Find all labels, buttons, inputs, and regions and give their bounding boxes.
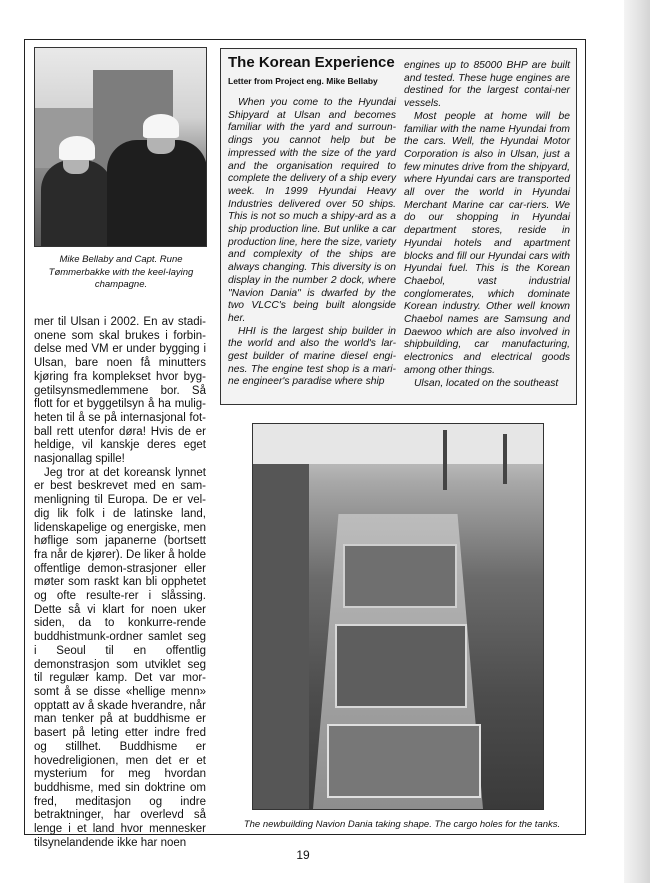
sidebar-column-2 [404, 60, 570, 390]
left-paragraph-2: Jeg tror at det koreansk lynnet er best beskrevet med en sam-menligning til Europa. De er vel-dig lik folk i de latinske land, lidenskapelige og energiske, men høflige som japanerne (bortsett fra når de kjører). De liker å holde offentlige demon-strasjoner eller møter som raskt kan bli opphetet og ofte resulte-rer i slåssing. Dette så vi klart for noen uker siden, da to konkurre-rende buddhistmunk-ordner samlet seg i Seoul til en offentlig demonstrasjon som utviklet seg til regulær kamp. Det var mor-somt å se disse «hellige menn» opptatt av å skade hverandre, når man tenker på at buddhisme er basert på leting etter indre fred og stillhet. Buddhisme er hovedreligionen, men det er et mysterium for meg hvordan buddhisme, med sin doktrine om fred, meditasjon og indre betraktninger, har overlevd så lenge i et land hvor mennesker tilsynelandende ikke har noen [34, 466, 206, 849]
sidebar-column-1 [228, 97, 396, 389]
sidebar-paragraph-2: HHI is the largest ship builder in the world and also the world's lar-gest builder of marine diesel engi-nes. The engine test shop is a mari-ne engineer's paradise where ship [228, 325, 396, 388]
photo2-caption: The newbuilding Navion Dania taking shape. The cargo holes for the tanks. [243, 819, 561, 830]
sidebar-paragraph-5: Ulsan, located on the southeast [414, 377, 559, 389]
photo-navion-dania-newbuilding [252, 423, 544, 810]
photo1-caption: Mike Bellaby and Capt. Rune Tømmerbakke with the keel-laying champagne. [48, 254, 194, 290]
photo-bellaby-and-captain [34, 47, 207, 247]
sidebar-paragraph-3: engines up to 85000 BHP are built and tested. These huge engines are destined for the largest contai-ner vessels. [404, 60, 570, 110]
article-left-column [34, 316, 206, 850]
page-number: 19 [296, 848, 310, 862]
left-paragraph-1: mer til Ulsan i 2002. En av stadi-onene som skal brukes i forbin-delse med VM er under bygging i Ulsan, bare noen få minutters kjøring fra komplekset hvor byg-getilsynsmedlemmene bor. Så flott for et byggetilsyn å ha mulig-heten til å se på internasjonal fot-ball rett utenfor døra! Hvis de er heldige, vil kanskje deres eget nasjonallag spille! [34, 316, 206, 466]
page-edge-shadow [624, 0, 650, 883]
sidebar-title: The Korean Experience [228, 54, 395, 71]
sidebar-paragraph-1: When you come to the Hyundai Shipyard at Ulsan and becomes familiar with the yard and surroun-dings you cannot help but be impressed with the size of the yard and the organisation required to complete the delivery of a ship every week. In 1999 Hyundai Heavy Industries delivered over 50 ships. This is not so much a shipy-ard as a ship production line. But unlike a car production line, here the size, variety and complexity of the ships are always changing. This diversity is on display in the number 2 dock, where "Navion Dania" is dwarfed by the two VLCC's being built alongside her. [228, 97, 396, 324]
sidebar-byline: Letter from Project eng. Mike Bellaby [228, 76, 378, 86]
sidebar-paragraph-4: Most people at home will be familiar with the name Hyundai from the cars. Well, the Hyundai Motor Corporation is also in Ulsan, just a few minutes drive from the shipyard, where Hyundai cars are transported all over the world in Hyundai Merchant Marine car car-riers. We do our shopping in Hyundai department stores, reside in Hyundai hotels and apartment blocks and fill our Hyundai cars with Hyundai fuel. This is the Korean Chaebol, vast industrial conglomerates, which dominate Korean industry. Other well known Chaebol names are Samsung and Daewoo which are also involved in shipbuilding, car manufacturing, electronics and electrical goods among other things. [404, 110, 570, 376]
